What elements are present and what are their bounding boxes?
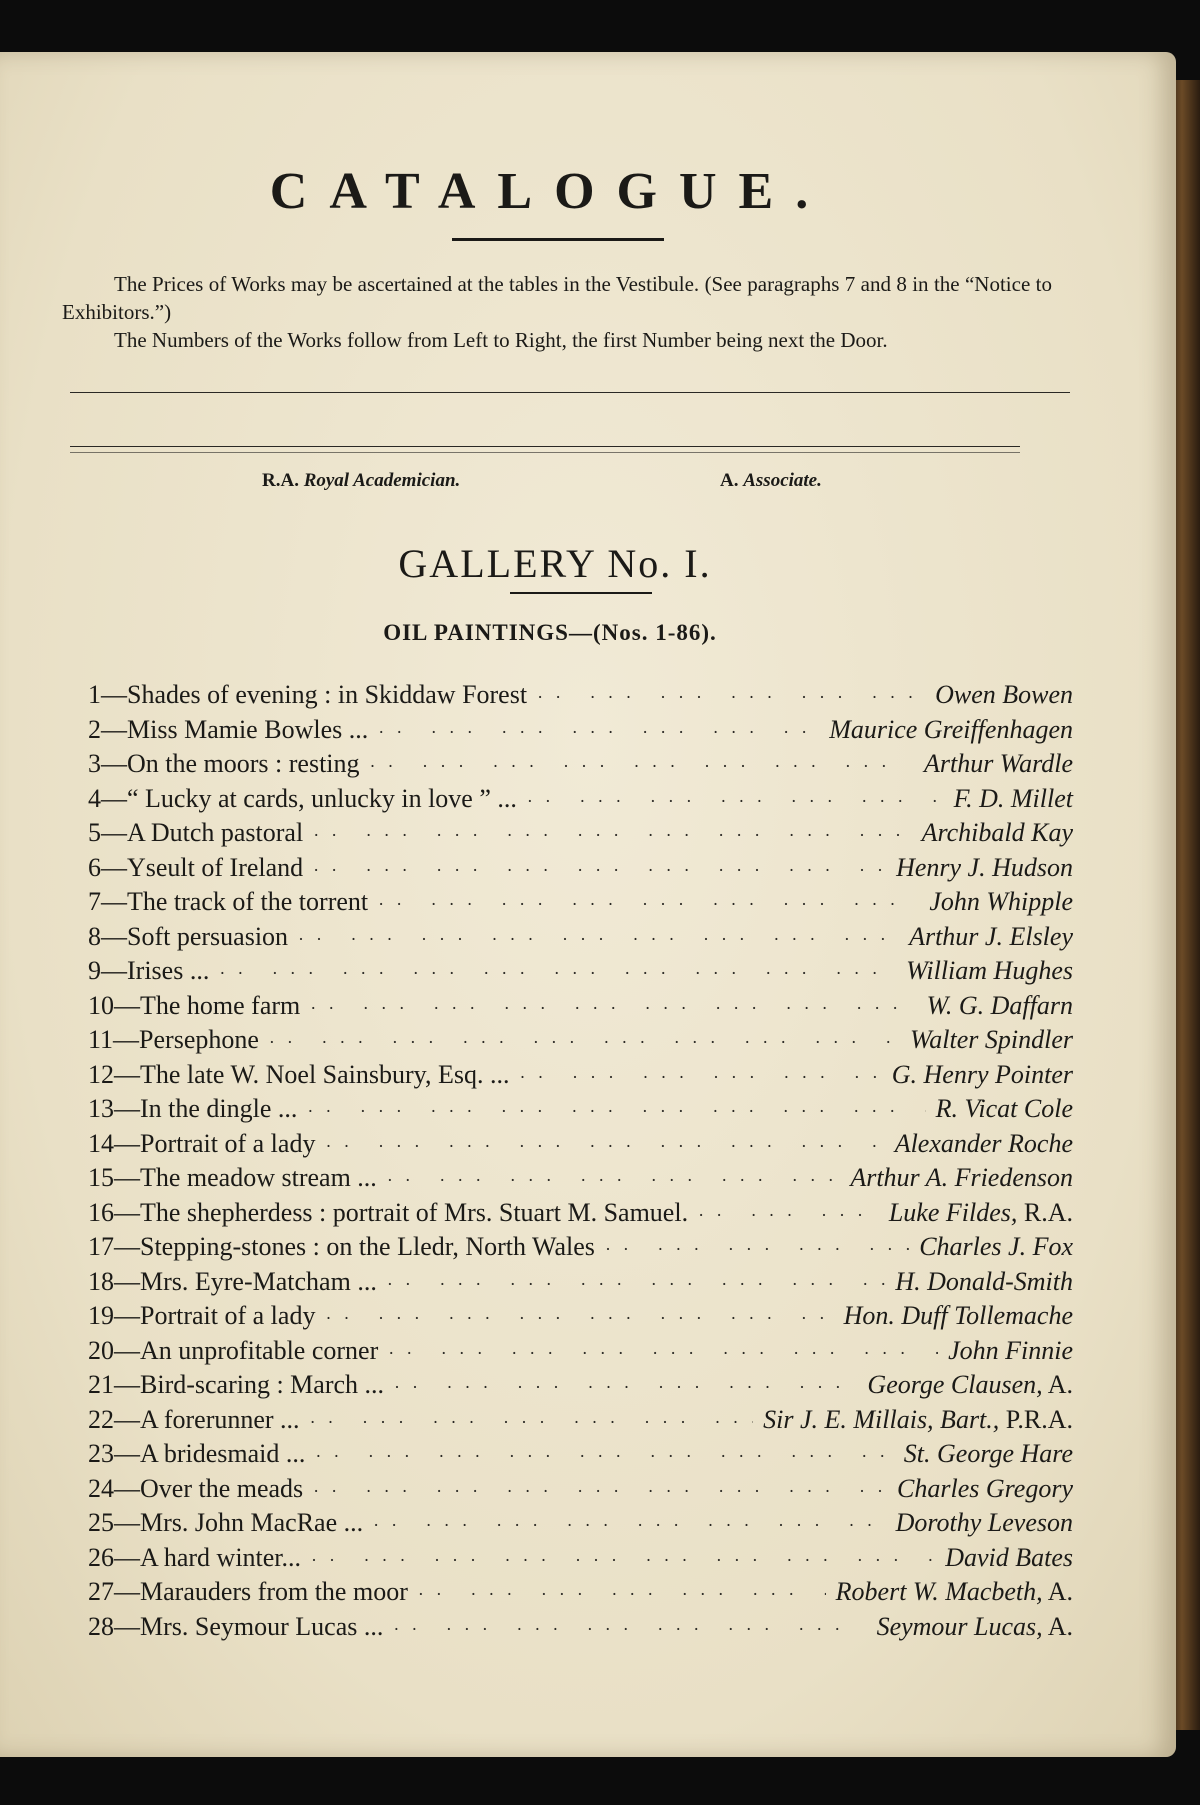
work-entry: [88, 1336, 1073, 1371]
work-title-text: Soft persuasion: [127, 921, 289, 951]
work-title-text: Bird-scaring : March ...: [140, 1370, 385, 1399]
leader-dots: [315, 1446, 893, 1467]
work-title: 23—A bridesmaid ...: [88, 1439, 306, 1468]
work-entry: [88, 680, 1073, 715]
work-title-text: Stepping-stones : on the Lledr, North Wales: [140, 1232, 595, 1261]
work-artist: [927, 991, 1073, 1021]
leader-dots: [313, 1481, 887, 1502]
catalogue-title: CATALOGUE.: [269, 163, 831, 220]
leader-dots: [378, 722, 819, 743]
work-entry: [88, 853, 1073, 888]
work-number: 26: [88, 1542, 114, 1572]
leader-dots: [373, 1515, 885, 1536]
work-entry: [88, 715, 1073, 750]
work-title: 3—On the moors : resting: [88, 749, 360, 778]
work-entry: [88, 1612, 1073, 1647]
work-artist: [895, 1267, 1073, 1297]
work-title-text: Yseult of Ireland: [127, 852, 304, 882]
work-artist: [850, 1163, 1073, 1193]
leader-dots: [325, 1136, 884, 1157]
work-number: 2: [88, 714, 101, 744]
work-title-text: “ Lucky at cards, unlucky in love ” ...: [127, 783, 517, 813]
work-number: 25: [88, 1508, 114, 1537]
work-title: 1—Shades of evening : in Skiddaw Forest: [88, 680, 528, 709]
work-artist-name: Dorothy Leveson: [895, 1508, 1073, 1537]
work-title: 15—The meadow stream ...: [88, 1163, 377, 1192]
work-artist: [896, 1508, 1073, 1538]
leader-dots: [370, 756, 914, 777]
work-artist-name: Arthur Wardle: [923, 749, 1073, 778]
work-title-text: Shades of evening : in Skiddaw Forest: [127, 680, 528, 709]
work-entry: [88, 1405, 1073, 1440]
work-entry: [88, 991, 1073, 1026]
work-title: 5—A Dutch pastoral: [88, 818, 304, 847]
work-artist-name: Alexander Roche: [894, 1128, 1073, 1158]
work-number: 3: [88, 749, 101, 778]
abbr-ra-meaning: Royal Academician.: [303, 470, 461, 491]
work-title-text: Marauders from the moor: [140, 1577, 408, 1606]
work-artist-name: David Bates: [945, 1542, 1073, 1572]
work-artist: [906, 956, 1073, 986]
work-title: 16—The shepherdess : portrait of Mrs. Stuart M. Samuel.: [88, 1197, 689, 1227]
work-entry: [88, 1543, 1073, 1578]
work-artist-name: Maurice Greiffenhagen: [829, 714, 1073, 744]
work-title: 21—Bird-scaring : March ...: [88, 1370, 385, 1399]
work-title-text: Portrait of a lady: [140, 1128, 316, 1158]
work-number: 8: [88, 921, 101, 951]
work-entry: [88, 1232, 1073, 1267]
work-title: 20—An unprofitable corner: [88, 1335, 379, 1365]
notice-text: [62, 270, 1052, 354]
work-artist: [896, 853, 1073, 883]
leader-dots: [325, 1308, 833, 1329]
work-title: 13—In the dingle ...: [88, 1094, 298, 1123]
work-title: 27—Marauders from the moor: [88, 1577, 408, 1606]
work-entry: [88, 922, 1073, 957]
work-title: 22—A forerunner ...: [88, 1404, 300, 1434]
work-artist: [829, 715, 1073, 745]
leader-dots: [313, 860, 886, 881]
section-heading: OIL PAINTINGS—(Nos. 1-86).: [383, 620, 717, 645]
work-title-text: The late W. Noel Sainsbury, Esq. ...: [140, 1059, 510, 1089]
work-number: 23: [88, 1439, 114, 1468]
work-title: 8—Soft persuasion: [88, 921, 289, 951]
work-entry: [88, 1094, 1073, 1129]
work-number: 9: [88, 956, 101, 985]
work-artist-name: R. Vicat Cole: [935, 1094, 1073, 1123]
work-artist: [910, 1025, 1073, 1055]
work-artist: [867, 1370, 1073, 1400]
work-entry: [88, 956, 1073, 991]
leader-dots: [527, 791, 944, 812]
work-entry: [88, 1129, 1073, 1164]
work-entry: [88, 1163, 1073, 1198]
work-entry: [88, 749, 1073, 784]
gallery-rule: [510, 592, 652, 594]
work-artist-name: Hon. Duff Tollemache: [843, 1301, 1073, 1330]
leader-dots: [298, 929, 899, 950]
work-title-text: A bridesmaid ...: [140, 1439, 306, 1468]
work-artist-rank: A.: [1042, 1577, 1073, 1606]
work-artist-rank: R.A.: [1017, 1197, 1073, 1227]
work-artist-name: W. G. Daffarn: [926, 990, 1073, 1020]
work-title: 4—“ Lucky at cards, unlucky in love ” ...: [88, 783, 517, 813]
work-entry: [88, 1267, 1073, 1302]
abbr-ra-code: R.A.: [262, 470, 299, 491]
work-title: 26—A hard winter...: [88, 1542, 302, 1572]
work-artist-name: Luke Fildes,: [888, 1197, 1018, 1227]
leader-dots: [605, 1239, 909, 1260]
work-artist-rank: A.: [1042, 1370, 1073, 1399]
work-title: 2—Miss Mamie Bowles ...: [88, 714, 369, 744]
leader-dots: [311, 1550, 935, 1571]
work-artist-rank: A.: [1042, 1611, 1073, 1641]
work-title: 6—Yseult of Ireland: [88, 852, 304, 882]
work-title-text: A forerunner ...: [140, 1404, 300, 1434]
work-artist-name: St. George Hare: [903, 1439, 1073, 1468]
work-artist: [924, 749, 1073, 779]
work-artist: [929, 887, 1073, 917]
work-artist: [877, 1612, 1073, 1642]
leader-dots: [310, 1412, 754, 1433]
work-title-text: The shepherdess : portrait of Mrs. Stuart M. Samuel.: [140, 1197, 689, 1227]
work-title: 17—Stepping-stones : on the Lledr, North Wales: [88, 1232, 595, 1261]
leader-dots: [378, 894, 919, 915]
work-number: 1: [88, 680, 101, 709]
work-number: 15: [88, 1163, 114, 1192]
leader-dots: [269, 1032, 900, 1053]
work-artist: [892, 1060, 1073, 1090]
abbr-a: [720, 470, 822, 492]
work-entry: [88, 1370, 1073, 1405]
work-title: 28—Mrs. Seymour Lucas ...: [88, 1611, 384, 1641]
work-entry: [88, 1508, 1073, 1543]
work-artist: [948, 1336, 1073, 1366]
work-artist-name: Owen Bowen: [935, 680, 1073, 709]
work-title: 10—The home farm: [88, 990, 301, 1020]
notice-prices: The Prices of Works may be ascertained at the tables in the Vestibule. (See paragraphs 7 and 8 in the “Notice to Exhibitors.”): [62, 272, 1052, 324]
work-artist: [935, 680, 1073, 710]
work-artist-name: F. D. Millet: [953, 783, 1073, 813]
work-title-text: In the dingle ...: [140, 1094, 298, 1123]
work-title: 12—The late W. Noel Sainsbury, Esq. ...: [88, 1059, 510, 1089]
work-title: 25—Mrs. John MacRae ...: [88, 1508, 364, 1537]
work-title-text: Persephone: [139, 1025, 259, 1054]
title-rule: [452, 238, 664, 241]
work-title-text: Over the meads: [140, 1473, 304, 1503]
work-entry: [88, 1025, 1073, 1060]
work-title-text: Mrs. Seymour Lucas ...: [140, 1611, 384, 1641]
gallery-heading: GALLERY No. I.: [398, 541, 712, 586]
work-entry: [88, 887, 1073, 922]
work-title-text: Miss Mamie Bowles ...: [127, 714, 369, 744]
abbr-ra: [262, 470, 460, 492]
leader-dots: [519, 1067, 881, 1088]
work-artist-name: Robert W. Macbeth,: [835, 1577, 1043, 1606]
work-number: 10: [88, 990, 114, 1020]
work-number: 19: [88, 1301, 114, 1330]
work-artist-name: Sir J. E. Millais, Bart.,: [763, 1404, 1000, 1434]
work-artist-name: H. Donald-Smith: [895, 1266, 1073, 1296]
work-number: 5: [88, 818, 101, 847]
work-number: 20: [88, 1335, 114, 1365]
leader-dots: [313, 825, 911, 846]
work-title-text: Mrs. John MacRae ...: [140, 1508, 364, 1537]
divider-mid-double: [70, 452, 1020, 453]
work-artist-name: Walter Spindler: [910, 1025, 1073, 1054]
work-artist-name: George Clausen,: [867, 1370, 1043, 1399]
work-artist: [895, 1129, 1073, 1159]
notice-numbers: The Numbers of the Works follow from Left to Right, the first Number being next the Door.: [114, 328, 888, 352]
divider-top: [70, 392, 1070, 393]
work-number: 12: [88, 1059, 114, 1089]
work-entry: [88, 818, 1073, 853]
divider-mid: [70, 446, 1020, 447]
work-title: 9—Irises ...: [88, 956, 210, 985]
work-artist-name: Arthur A. Friedenson: [850, 1163, 1073, 1192]
leader-dots: [387, 1170, 841, 1191]
work-artist-name: William Hughes: [906, 956, 1073, 985]
work-number: 11: [88, 1025, 114, 1054]
work-title-text: The home farm: [140, 990, 301, 1020]
leader-dots: [310, 998, 916, 1019]
work-number: 21: [88, 1370, 114, 1399]
leader-dots: [537, 687, 925, 708]
leader-dots: [388, 1343, 938, 1364]
work-artist: [844, 1301, 1073, 1331]
work-artist-name: Charles J. Fox: [919, 1232, 1073, 1261]
leader-dots: [387, 1274, 886, 1295]
work-title: 24—Over the meads: [88, 1473, 304, 1503]
work-number: 6: [88, 852, 101, 882]
work-artist: [836, 1577, 1073, 1607]
work-entry: [88, 1474, 1073, 1509]
work-number: 16: [88, 1197, 114, 1227]
work-number: 13: [88, 1094, 114, 1123]
work-artist-name: Seymour Lucas,: [876, 1611, 1043, 1641]
abbr-a-code: A.: [720, 470, 739, 491]
work-artist-name: Henry J. Hudson: [896, 852, 1073, 882]
work-artist-name: Arthur J. Elsley: [909, 921, 1073, 951]
work-title: 11—Persephone: [88, 1025, 259, 1054]
work-artist: [904, 1439, 1073, 1469]
work-artist-name: G. Henry Pointer: [891, 1059, 1073, 1089]
work-artist: [909, 922, 1073, 952]
work-artist-name: Archibald Kay: [921, 818, 1073, 847]
work-number: 22: [88, 1404, 114, 1434]
leader-dots: [393, 1619, 866, 1640]
work-number: 4: [88, 783, 101, 813]
work-number: 7: [88, 887, 101, 916]
work-title-text: The track of the torrent: [127, 887, 369, 916]
work-artist: [889, 1198, 1073, 1228]
work-title-text: An unprofitable corner: [140, 1335, 379, 1365]
work-entry: [88, 1577, 1073, 1612]
work-title-text: The meadow stream ...: [140, 1163, 377, 1192]
work-artist-rank: P.R.A.: [999, 1404, 1073, 1434]
work-entry: [88, 1060, 1073, 1095]
abbr-a-meaning: Associate.: [743, 470, 822, 491]
work-title: 18—Mrs. Eyre-Matcham ...: [88, 1266, 377, 1296]
work-entry: [88, 784, 1073, 819]
work-number: 17: [88, 1232, 114, 1261]
work-entry: [88, 1198, 1073, 1233]
work-title-text: A hard winter...: [140, 1542, 302, 1572]
work-artist: [763, 1405, 1073, 1435]
leader-dots: [219, 963, 896, 984]
work-number: 24: [88, 1473, 114, 1503]
work-title: 14—Portrait of a lady: [88, 1128, 316, 1158]
work-number: 28: [88, 1611, 114, 1641]
work-title-text: Portrait of a lady: [140, 1301, 316, 1330]
leader-dots: [698, 1205, 879, 1226]
work-artist: [936, 1094, 1073, 1124]
work-artist: [897, 1474, 1073, 1504]
work-title-text: Mrs. Eyre-Matcham ...: [140, 1266, 377, 1296]
leader-dots: [418, 1584, 826, 1605]
work-number: 27: [88, 1577, 114, 1606]
leader-dots: [394, 1377, 857, 1398]
work-artist-name: John Whipple: [929, 887, 1073, 916]
work-title-text: A Dutch pastoral: [127, 818, 304, 847]
work-artist: [922, 818, 1073, 848]
work-artist-name: Charles Gregory: [897, 1473, 1073, 1503]
catalogue-page: [0, 52, 1176, 1757]
work-number: 18: [88, 1266, 114, 1296]
leader-dots: [307, 1101, 925, 1122]
work-title: 7—The track of the torrent: [88, 887, 369, 916]
work-artist: [954, 784, 1073, 814]
work-artist-name: John Finnie: [948, 1335, 1073, 1365]
work-title-text: On the moors : resting: [127, 749, 360, 778]
works-list: [88, 680, 1073, 1646]
work-number: 14: [88, 1128, 114, 1158]
work-title-text: Irises ...: [127, 956, 210, 985]
work-artist: [945, 1543, 1073, 1573]
work-title: 19—Portrait of a lady: [88, 1301, 316, 1330]
work-entry: [88, 1439, 1073, 1474]
work-entry: [88, 1301, 1073, 1336]
work-artist: [919, 1232, 1073, 1262]
